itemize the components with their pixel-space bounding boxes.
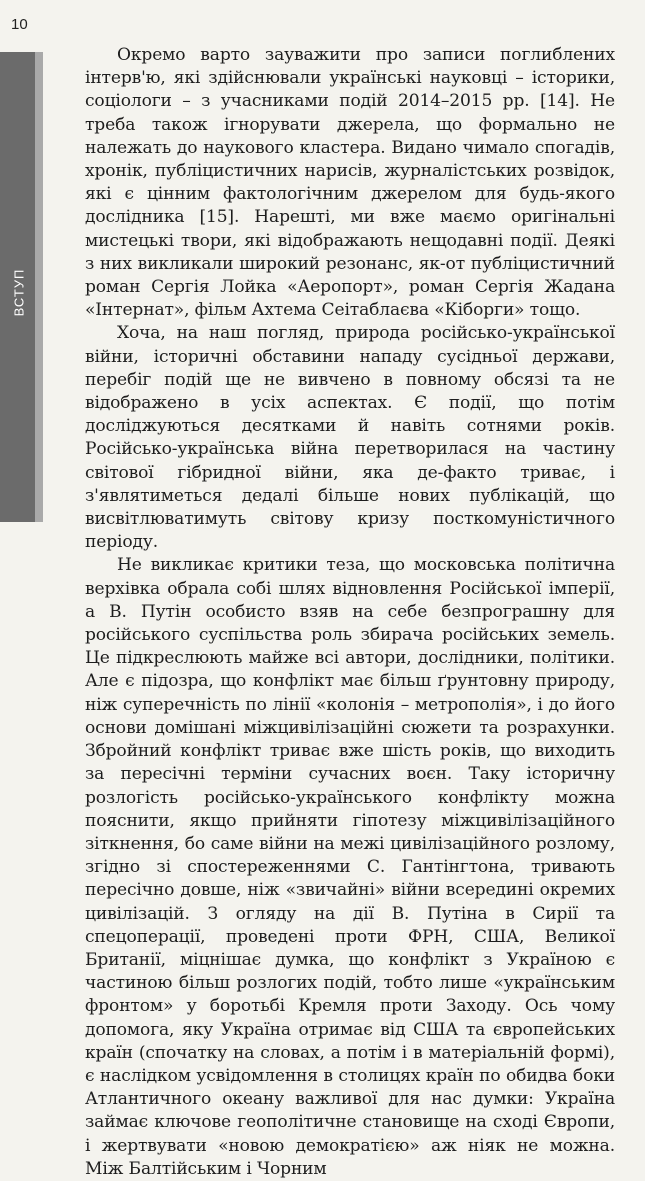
paragraph: Окремо варто зауважити про записи поглиблених інтерв'ю, які здійснювали українські науковці – історики, соціологи – з учасниками подій 2014–2015 рр. [14]. Не треба також ігнорувати джерела, що формально не належать до наукового кластера. Видано чимало спогадів, хронік, публіцистичних нарисів, журналістських розвідок, які є цінним фактологічним джерелом для будь-якого дослідника [15]. Нарешті, ми вже маємо оригінальні мистецькі твори, які відображають нещодавні події. Деякі з них викликали широкий резонанс, як-от публіцистичний роман Сергія Лойка «Аеропорт», роман Сергія Жадана «Інтернат», фільм Ахтема Сеітаблаєва «Кіборги» тощо. [85, 45, 615, 321]
side-tab-edge [35, 52, 43, 522]
paragraph: Хоча, на наш погляд, природа російсько-української війни, історичні обставини нападу сусідньої держави, перебіг подій ще не вивчено в повному обсязі та не відображено в усіх аспектах. Є події, що потім досліджуються десятками й навіть сотнями років. Російсько-українська війна перетворилася на частину світової гібридної війни, яка де-факто триває, і з'являтиметься дедалі більше нових публікацій, що висвітлюватимуть світову кризу посткомуністичного періоду. [85, 323, 615, 553]
section-label-text: ВСТУП [11, 268, 27, 316]
page-number: 10 [11, 16, 28, 33]
paragraph: Не викликає критики теза, що московська політична верхівка обрала собі шлях відновлення Російської імперії, а В. Путін особисто взяв на себе безпрограшну для російського суспільства роль збирача російських земель. Це підкреслюють майже всі автори, дослідники, політики. Але є підозра, що конфлікт має більш ґрунтовну природу, ніж суперечність по лінії «колонія – метрополія», і до його основи домішані міжцивілізаційні сюжети та розрахунки. Збройний конфлікт триває вже шість років, що виходить за пересічні терміни сучасних воєн. Таку історичну розлогість російсько-українського конфлікту можна пояснити, якщо прийняти гіпотезу міжцивілізаційного зіткнення, бо саме війни на межі цивілізаційного розлому, згідно зі спостереженнями С. Гантінгтона, тривають пересічно довше, ніж «звичайні» війни всередині окремих цивілізацій. З огляду на дії В. Путіна в Сирії та спецоперації, проведені проти ФРН, США, Великої Британії, міцнішає думка, що конфлікт з Україною є частиною більш розлогих подій, тобто лише «українським фронтом» у боротьбі Кремля проти Заходу. Ось чому допомога, яку Україна отримає від США та європейських країн (спочатку на словах, а потім і в матеріальній формі), є наслідком усвідомлення в столицях країн по обидва боки Атлантичного океану важливої для нас думки: Україна займає ключове геополітичне становище на сході Європи, і жертвувати «новою демократією» аж ніяк не можна. Між Балтійським і Чорним [85, 555, 615, 1179]
section-label [4, 262, 34, 322]
body-text [85, 44, 615, 1181]
